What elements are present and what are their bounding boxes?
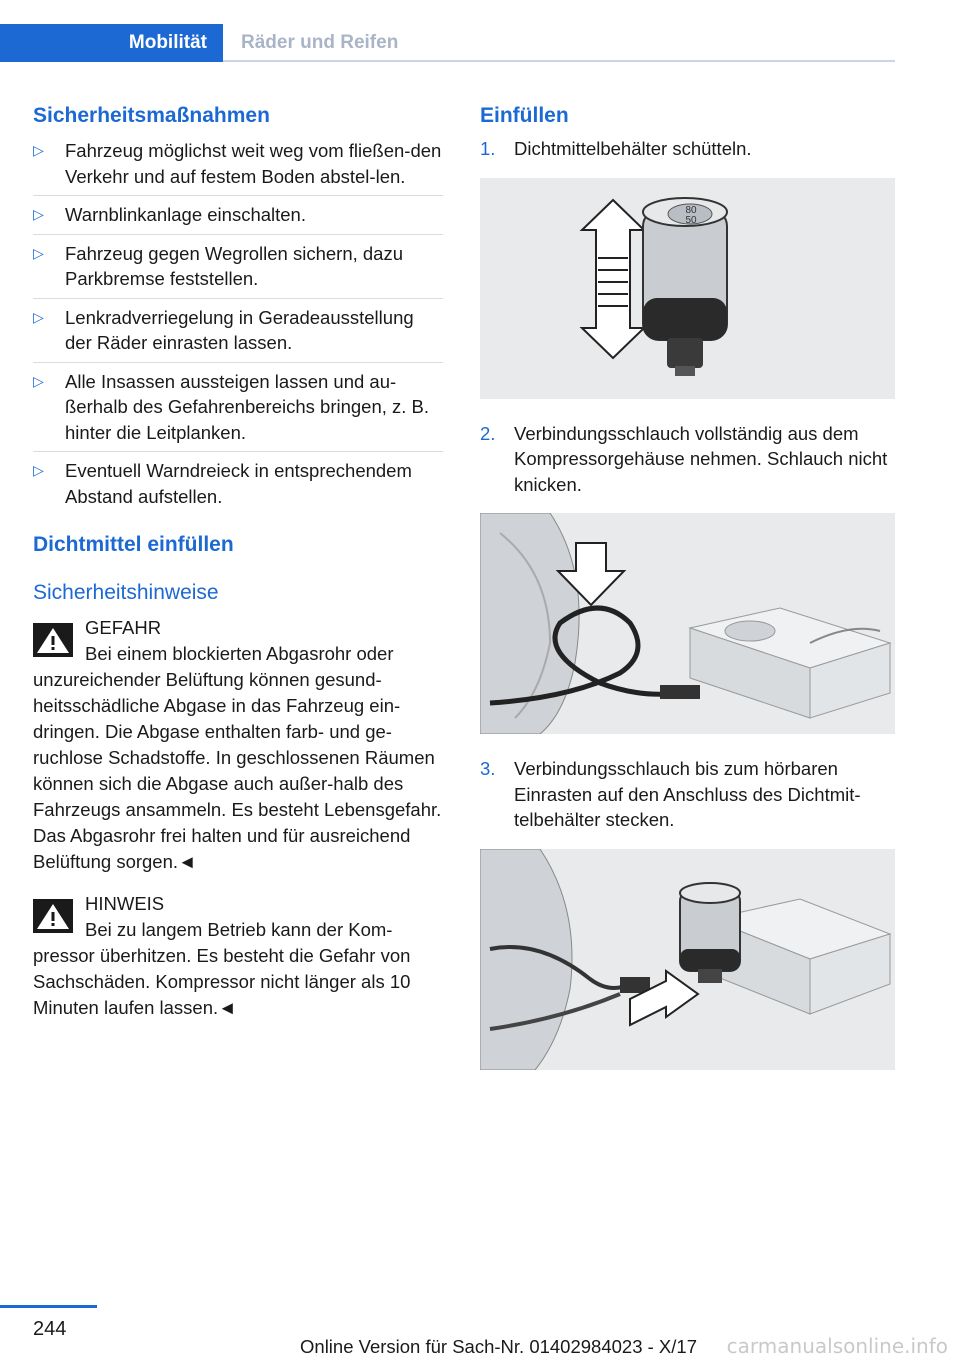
right-column <box>480 100 895 1092</box>
heading-sicherheitshinweise: Sicherheitshinweise <box>33 581 219 604</box>
step-text: Dichtmittelbehälter schütteln. <box>514 138 752 159</box>
figure-connect-hose-to-bottle <box>480 849 895 1070</box>
list-item <box>33 458 443 515</box>
sealant-bottle-illustration <box>480 178 895 399</box>
triangle-bullet-icon: ▷ <box>33 462 44 478</box>
step-item <box>480 136 895 162</box>
section-title-einfuellen: Einfüllen <box>480 104 569 127</box>
compressor-hose-illustration <box>480 513 895 734</box>
bullet-text: Fahrzeug gegen Wegrollen sichern, dazu Parkbremse feststellen. <box>65 242 404 289</box>
danger-text: unzureichender Belüftung können gesund-heitsschädliche Abgase in das Fahrzeug ein-dringen. Die Abgase enthalten farb- und ge-ruchlose Schadstoffe. In geschlossenen Räumen können sich die Abgase auch außer-halb des Fahrzeugs ansammeln. Es besteht Lebensgefahr. Das Abgasrohr frei halten und für ausreichend Belüftung sorgen.◄ <box>33 669 442 872</box>
bullet-text: Alle Insassen aussteigen lassen und au-ßerhalb des Gefahrenbereichs bringen, z. B. hinter die Leitplanken. <box>65 370 430 443</box>
step-list <box>480 136 895 162</box>
heading-dichtmittel-einfuellen: Dichtmittel einfüllen <box>33 533 234 556</box>
warning-triangle-icon <box>33 623 73 657</box>
warning-triangle-icon <box>33 899 73 933</box>
list-item <box>33 305 443 363</box>
bullet-text: Warnblinkanlage einschalten. <box>65 204 306 225</box>
footer-accent-line <box>0 1305 97 1308</box>
tab-mobilitaet[interactable]: Mobilität <box>0 24 223 62</box>
step-item <box>480 756 895 833</box>
list-item <box>33 202 443 235</box>
page-number: 244 <box>33 1318 67 1340</box>
notice-signal-word: HINWEIS <box>85 893 165 914</box>
figure-shake-bottle <box>480 178 895 399</box>
step-text: Verbindungsschlauch bis zum hörbaren Einrasten auf den Anschluss des Dichtmit-telbehälter stecken. <box>514 758 861 830</box>
step-number: 3. <box>480 758 496 779</box>
step-list <box>480 756 895 833</box>
notice-box <box>33 891 443 1021</box>
danger-text-first-line: Bei einem blockierten Abgasrohr oder <box>85 643 394 664</box>
bottle-label-bottom: 50 <box>685 214 697 226</box>
step-number: 1. <box>480 138 496 159</box>
step-item <box>480 421 895 498</box>
bottle-label-top: 80 <box>685 204 697 216</box>
list-item <box>33 138 443 196</box>
tab-raeder-und-reifen[interactable]: Räder und Reifen <box>223 24 895 62</box>
danger-notice <box>33 615 443 875</box>
bullet-text: Eventuell Warndreieck in entsprechendem Abstand aufstellen. <box>65 460 412 507</box>
hose-bottle-connection-illustration <box>480 849 895 1070</box>
triangle-bullet-icon: ▷ <box>33 308 44 325</box>
bullet-text: Fahrzeug möglichst weit weg vom fließen-den Verkehr und auf festem Boden abstel-len. <box>65 140 442 187</box>
step-number: 2. <box>480 422 496 444</box>
notice-text: pressor überhitzen. Es besteht die Gefahr von Sachschäden. Kompressor nicht länger als 10 Minuten laufen lassen.◄ <box>33 945 411 1018</box>
list-item <box>33 241 443 299</box>
header-tabs <box>0 24 895 62</box>
triangle-bullet-icon: ▷ <box>33 372 44 389</box>
triangle-bullet-icon: ▷ <box>33 142 44 158</box>
watermark-text: carmanualsonline.info <box>726 1334 948 1358</box>
notice-text-first-line: Bei zu langem Betrieb kann der Kom- <box>85 919 393 940</box>
danger-signal-word: GEFAHR <box>85 617 162 638</box>
step-list <box>480 421 895 498</box>
figure-hose-from-compressor <box>480 513 895 734</box>
safety-bullet-list <box>33 138 443 515</box>
bullet-text: Lenkradverriegelung in Geradeausstellung der Räder einrasten lassen. <box>65 306 414 353</box>
list-item <box>33 369 443 453</box>
step-text: Verbindungsschlauch vollständig aus dem Kompressorgehäuse nehmen. Schlauch nicht knicken. <box>514 422 888 495</box>
online-version-text: Online Version für Sach-Nr. 01402984023 - X/17 <box>300 1336 697 1357</box>
section-title-sicherheitsmassnahmen: Sicherheitsmaßnahmen <box>33 104 270 127</box>
left-column <box>33 100 443 1021</box>
triangle-bullet-icon: ▷ <box>33 206 44 222</box>
triangle-bullet-icon: ▷ <box>33 244 44 261</box>
